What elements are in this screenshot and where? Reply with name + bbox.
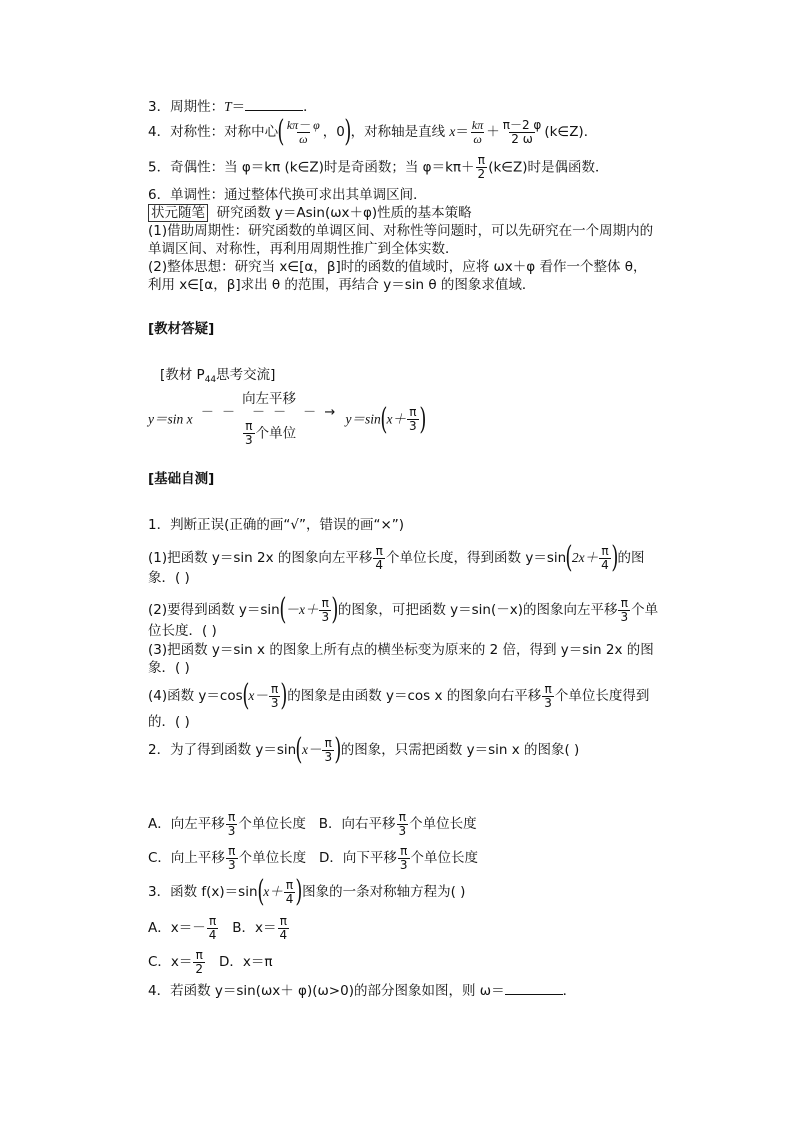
q3-opt-c-num: π (195, 947, 203, 962)
q1-1-frac1-den: 4 (375, 557, 384, 572)
period-line (148, 98, 317, 116)
q1-1-frac2 (599, 545, 611, 572)
q2-options-row1 (148, 808, 477, 840)
q1-4-rparen: ) (280, 678, 288, 713)
q1-2-rparen: ) (331, 592, 339, 627)
q3-c: 图象的一条对称轴方程为( ) (302, 884, 466, 900)
q2-frac-num: π (324, 735, 332, 750)
q1-4-b: x－ (248, 688, 268, 703)
rhs-left-paren: ( (380, 401, 388, 437)
shift-arrow (201, 392, 337, 447)
strategy-p1-line1: (1)借助周期性：研究函数的单调区间、对称性等问题时，可以先研究在一个周期内的 (148, 223, 654, 239)
q2-option-b[interactable] (318, 809, 477, 838)
parity-fraction (476, 154, 488, 181)
q2-b: x－ (301, 742, 322, 757)
q2-opt-b-tail: 个单位长度 (409, 816, 477, 832)
center-fraction (285, 119, 322, 146)
q2-c: 的图象，只需把函数 y＝sin x 的图象( ) (340, 742, 580, 758)
q3-frac-num: π (285, 877, 294, 892)
q1-1-frac2-num: π (601, 543, 609, 558)
q1-2-frac2-den: 3 (620, 609, 629, 624)
center-frac-num: kπ－ φ (286, 117, 320, 132)
q2-opt-d-frac (398, 845, 410, 872)
q3-a: 3．函数 f(x)＝sin (148, 884, 258, 900)
transform-line (148, 392, 425, 447)
period-blank[interactable] (245, 98, 303, 111)
q3-opt-b-frac (278, 915, 290, 942)
center-zero: ，0 (322, 124, 345, 140)
q1-2-frac2-num: π (620, 595, 628, 610)
q1-3-line1: (3)把函数 y＝sin x 的图象上所有点的横坐标变为原来的 2 倍，得到 y＝sin 2x 的图 (148, 642, 654, 658)
textbook-ref-b: 思考交流] (216, 367, 276, 383)
q2-opt-b-label: B．向右平移 (318, 816, 396, 832)
q1-4-frac2-num: π (544, 681, 552, 696)
q2-frac (322, 737, 334, 764)
transform-lhs: y＝sin x (148, 411, 193, 427)
q3-options-row2 (148, 946, 272, 978)
q2-opt-d-tail: 个单位长度 (410, 850, 478, 866)
q1-1-a: (1)把函数 y＝sin 2x 的图象向左平移 (148, 550, 373, 566)
q1-2-frac1 (319, 597, 331, 624)
axis-f1-den: ω (473, 131, 482, 146)
q1-1-frac1-num: π (375, 543, 383, 558)
q3-rparen: ) (295, 874, 303, 909)
rhs-frac-den: 3 (408, 419, 417, 433)
q1-2-frac1-den: 3 (321, 609, 330, 624)
q3-opt-a-den: 4 (208, 927, 217, 942)
q2-options-row2 (148, 842, 478, 874)
arrow-fraction (243, 420, 255, 447)
rhs-fraction (407, 406, 419, 433)
axis-f2-num: π－2 φ (502, 117, 542, 132)
q1-1-c: 2x＋ (571, 550, 599, 565)
q2-opt-c-tail: 个单位长度 (238, 850, 307, 866)
parity-c: (k∈Z)时是偶函数． (488, 159, 609, 176)
q2-opt-c-frac (226, 845, 238, 872)
axis-x: x (449, 124, 456, 139)
q1-2-line2[interactable]: 位长度．( ) (148, 623, 217, 639)
strategy-p2-line1: (2)整体思想：研究当 x∈[α，β]时的函数的值域时，应将 ωx＋φ 看作一个整体 θ， (148, 259, 647, 275)
q3-option-d[interactable]: D．x＝π (218, 954, 273, 970)
q1-4-frac1-den: 3 (270, 695, 279, 710)
self-test-heading: [基础自测] (148, 471, 215, 487)
q1-2-frac2 (618, 597, 630, 624)
q1-4-line2[interactable]: 的．( ) (148, 714, 190, 730)
q1-1-line1 (148, 542, 645, 574)
period-tail: ． (303, 99, 317, 115)
q1-4-frac2 (542, 683, 554, 710)
q2-opt-c-den: 3 (227, 857, 236, 872)
q3-opt-c-den: 2 (195, 961, 204, 976)
q4-tail: ． (562, 983, 577, 999)
axis-eq: ＝ (455, 124, 469, 140)
q1-2-b: －x＋ (285, 602, 319, 617)
period-var: T (224, 99, 232, 114)
q2-opt-b-num: π (398, 809, 406, 824)
q2-opt-d-den: 3 (399, 857, 408, 872)
parity-frac-num: π (477, 153, 485, 167)
q3-opt-c-label: C．x＝ (148, 954, 193, 970)
rhs-x: x＋ (386, 411, 406, 427)
symmetry-label: 4．对称性：对称中心 (148, 124, 279, 140)
q2-opt-c-num: π (228, 843, 236, 858)
q3-b: x＋ (263, 884, 283, 899)
arrow-top-label: 向左平移 (242, 391, 297, 407)
q1-4-a: (4)函数 y＝cos (148, 688, 243, 704)
axis-f2-den: 2 ω (511, 131, 533, 146)
q1-2-d: 个单 (631, 602, 659, 618)
q3-lparen: ( (256, 874, 264, 909)
strategy-p1-line2: 单调区间、对称性，再利用周期性推广到全体实数． (148, 241, 459, 257)
q2-opt-a-num: π (227, 809, 236, 824)
q1-2-c: 的图象，可把函数 y＝sin(－x)的图象向左平移 (337, 602, 618, 618)
textbook-ref-page: 44 (204, 375, 217, 385)
axis-fraction-1 (470, 119, 485, 146)
strategy-title: 研究函数 y＝Asin(ωx＋φ)性质的基本策略 (216, 205, 472, 221)
q1-3-line2[interactable]: 象．( ) (148, 660, 190, 676)
textbook-ref (160, 366, 275, 389)
strategy-tag: 状元随笔 (148, 204, 208, 222)
q1-1-lparen: ( (565, 540, 573, 575)
arrow-frac-den: 3 (245, 433, 253, 447)
q1-1-line2[interactable]: 象．( ) (148, 570, 190, 586)
q1-4-frac1-num: π (271, 681, 279, 696)
symmetry-line (148, 114, 598, 149)
monotonic-line: 6．单调性：通过整体代换可求出其单调区间． (148, 187, 427, 203)
q3-option-b[interactable] (232, 913, 290, 942)
q3-frac (284, 879, 296, 906)
q3-frac-den: 4 (285, 891, 294, 906)
q3-opt-b-num: π (279, 913, 287, 928)
parity-frac-den: 2 (477, 167, 486, 181)
q4-line (148, 982, 576, 1000)
q2-opt-a-label: A．向左平移 (148, 816, 225, 832)
strategy-p2-line2: 利用 x∈[α，β]求出 θ 的范围，再结合 y＝sin θ 的图象求值域． (148, 277, 536, 293)
q2-opt-a-tail: 个单位长度 (238, 816, 306, 832)
q1-4-frac1 (269, 683, 281, 710)
q2-opt-b-den: 3 (398, 823, 407, 838)
right-paren: ) (344, 114, 352, 149)
parity-a: 5．奇偶性：当 φ＝ (148, 159, 265, 176)
q1-4-lparen: ( (241, 678, 249, 713)
q1-1-d: 的图 (617, 550, 645, 566)
axis-fraction-2 (501, 119, 544, 146)
q3-opt-a-frac (207, 915, 219, 942)
q1-stem: 1．判断正误(正确的画“√”，错误的画“×”) (148, 517, 405, 533)
axis-plus: ＋ (486, 124, 500, 140)
q1-1-rparen: ) (611, 540, 619, 575)
q2-rparen: ) (334, 732, 342, 767)
axis-cond: (k∈Z)． (544, 124, 598, 140)
q2-opt-a-den: 3 (227, 823, 236, 838)
q4-a: 4．若函数 y＝sin(ωx＋ φ)(ω>0)的部分图象如图，则 ω＝ (148, 983, 505, 999)
parity-line (148, 154, 609, 181)
q3-opt-b-label: B．x＝ (232, 920, 277, 936)
q2-opt-d-label: D．向下平移 (318, 850, 397, 866)
arrow-bottom (242, 420, 296, 447)
q1-4-frac2-den: 3 (544, 695, 552, 710)
q2-option-c[interactable] (148, 843, 307, 872)
q2-opt-b-frac (397, 811, 409, 838)
q3-opt-b-den: 4 (279, 927, 288, 942)
left-paren: ( (277, 114, 285, 149)
q3-opt-a-num: π (208, 913, 217, 928)
q3-opt-c-frac (193, 949, 205, 976)
q1-2-line1 (148, 594, 658, 626)
q3-line (148, 876, 465, 908)
axis-f1-num: kπ (471, 117, 484, 132)
q2-option-a[interactable] (148, 809, 306, 838)
q2-line (148, 734, 579, 766)
q1-4-c: 的图象是由函数 y＝cos x 的图象向右平移 (287, 688, 542, 704)
transform-rhs: y＝sin (345, 411, 381, 427)
rhs-frac-num: π (409, 405, 417, 419)
q3-opt-a-label: A．x＝－ (148, 920, 206, 936)
q1-2-lparen: ( (279, 592, 287, 627)
period-label: 3．周期性： (148, 99, 225, 115)
q2-frac-den: 3 (324, 749, 333, 764)
q2-opt-a-frac (226, 811, 238, 838)
q3-options-row1 (148, 912, 290, 944)
q1-1-frac1 (373, 545, 385, 572)
arrow-unit: 个单位 (255, 425, 297, 442)
strategy-title-line (148, 204, 472, 222)
q2-option-d[interactable] (318, 843, 478, 872)
period-eq: ＝ (231, 99, 246, 115)
q3-option-a[interactable] (148, 913, 219, 942)
textbook-qa-heading: [教材答疑] (148, 321, 215, 337)
axis-label: ，对称轴是直线 (350, 124, 450, 140)
q1-4-d: 个单位长度得到 (554, 688, 650, 704)
parity-b: kπ (k∈Z)时是奇函数；当 φ＝kπ＋ (264, 159, 475, 176)
arrow-frac-num: π (245, 419, 253, 433)
textbook-ref-a: [教材 P (160, 367, 205, 383)
q3-option-c[interactable] (148, 947, 206, 976)
arrow-shaft: － － － － － → (200, 405, 338, 420)
q2-opt-c-label: C．向上平移 (148, 850, 225, 866)
q2-opt-d-num: π (400, 843, 408, 858)
q4-blank[interactable] (505, 982, 563, 995)
q2-a: 2．为了得到函数 y＝sin (148, 742, 297, 758)
q1-1-frac2-den: 4 (601, 557, 609, 572)
rhs-right-paren: ) (418, 401, 426, 437)
q1-2-a: (2)要得到函数 y＝sin (148, 602, 280, 618)
q1-4-line1 (148, 680, 649, 712)
q1-2-frac1-num: π (321, 595, 329, 610)
q1-1-b: 个单位长度，得到函数 y＝sin (386, 550, 567, 566)
center-frac-den: ω (299, 131, 308, 146)
q2-lparen: ( (295, 732, 303, 767)
